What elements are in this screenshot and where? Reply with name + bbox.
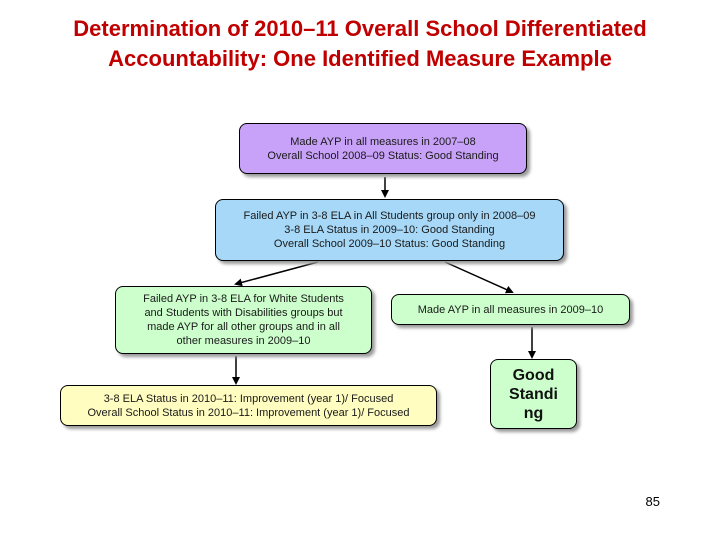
- slide-title-line-1: Determination of 2010–11 Overall School Differentiated: [73, 16, 647, 41]
- node-ayp-2007-08-line-1: Made AYP in all measures in 2007–08: [290, 135, 476, 148]
- page-number: 85: [645, 494, 660, 509]
- node-subgroups-line-2: and Students with Disabilities groups but: [144, 307, 343, 319]
- node-failed-ela-line-3: Overall School 2009–10 Status: Good Standing: [273, 238, 506, 250]
- node-failed-ela-2008-09: [215, 199, 564, 261]
- node-good-standing-line-1: Good: [512, 366, 555, 384]
- node-improvement-line-1: 3-8 ELA Status in 2010–11: Improvement (year 1)/ Focused: [103, 392, 394, 405]
- node-subgroups-line-1: Failed AYP in 3-8 ELA for White Students: [143, 293, 344, 305]
- arrow-failed-ela-to-subgroups: [236, 262, 318, 284]
- node-ayp-2007-08: [239, 123, 527, 174]
- node-subgroups-line-3: made AYP for all other groups and in all: [147, 321, 340, 333]
- node-failed-ela-line-1: Failed AYP in 3-8 ELA in All Students group only in 2008–09: [243, 210, 536, 222]
- node-improvement-line-2: Overall School Status in 2010–11: Improvement (year 1)/ Focused: [87, 406, 410, 419]
- node-subgroups-line-4: other measures in 2009–10: [176, 335, 311, 347]
- node-improvement-status: [60, 385, 437, 426]
- node-good-standing-line-2: Standi: [509, 385, 558, 403]
- node-ayp-2007-08-line-2: Overall School 2008–09 Status: Good Standing: [267, 149, 499, 162]
- node-good-standing: [490, 359, 577, 429]
- node-failed-ela-line-2: 3-8 ELA Status in 2009–10: Good Standing: [284, 224, 495, 236]
- arrow-failed-ela-to-ayp-2009: [445, 262, 512, 292]
- node-failed-ela-subgroups: [115, 286, 372, 354]
- node-good-standing-line-3: ng: [523, 404, 544, 422]
- slide-title-line-2: Accountability: One Identified Measure Example: [108, 46, 612, 71]
- node-ayp-2009-10-line-1: Made AYP in all measures in 2009–10: [417, 303, 604, 316]
- node-ayp-2009-10: [391, 294, 630, 325]
